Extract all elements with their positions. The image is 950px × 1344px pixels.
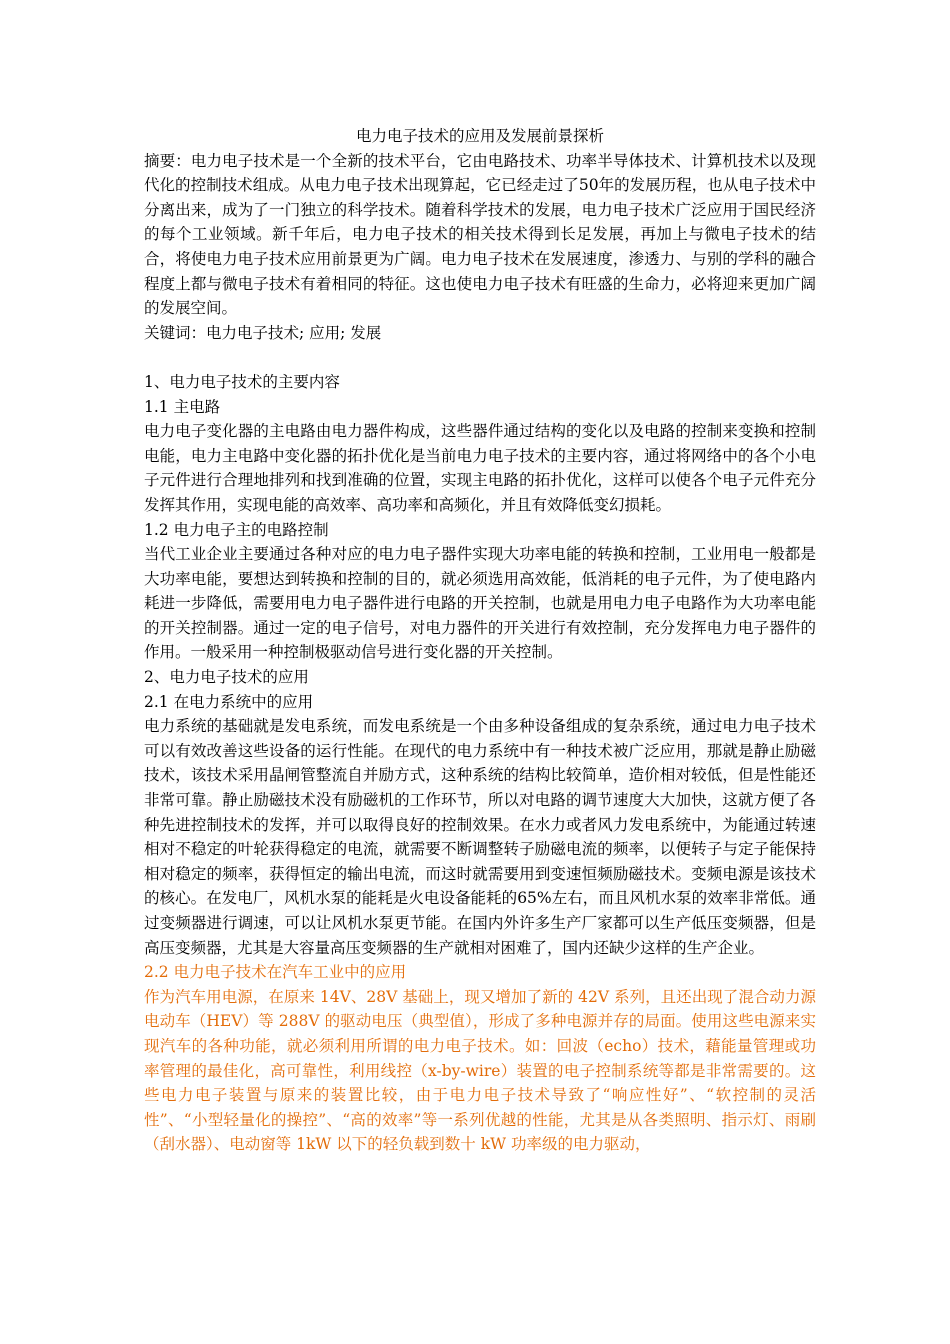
blank-line	[144, 345, 816, 370]
subsection-heading-2-1: 2.1 在电力系统中的应用	[144, 692, 314, 711]
section-heading-1: 1、电力电子技术的主要内容	[144, 372, 340, 391]
document-title: 电力电子技术的应用及发展前景探析	[355, 127, 604, 145]
document-page	[144, 124, 816, 1157]
paragraph-2-2: 作为汽车用电源，在原来 14V、28V 基础上，现又增加了新的 42V 系列，且还出现了混合动力源电动车（HEV）等 288V 的驱动电压（典型值），形成了多种电源并存的局面。使用这些电源来实现汽车的各种功能，就必须利用所谓的电力电子技术。如：回波（echo）技术，藉能量管理或功率管理的最佳化，高可靠性，利用线控（x-by-wire）装置的电子控制系统等都是非常需要的。这些电力电子装置与原来的装置比较，由于电力电子技术导致了“响应性好”、“软控制的灵活性”、“小型轻量化的操控”、“高的效率”等一系列优越的性能，尤其是从各类照明、指示灯、雨刷（刮水器）、电动窗等 1kW 以下的轻负载到数十 kW 功率级的电力驱动，	[144, 987, 816, 1154]
paragraph-1-1: 电力电子变化器的主电路由电力器件构成，这些器件通过结构的变化以及电路的控制来变换和控制电能，电力主电路中变化器的拓扑优化是当前电力电子技术的主要内容，通过将网络中的各个小电子元件进行合理地排列和找到准确的位置，实现主电路的拓扑优化，这样可以使各个电子元件充分发挥其作用，实现电能的高效率、高功率和高频化，并且有效降低变幻损耗。	[144, 422, 816, 514]
subsection-heading-2-2: 2.2 电力电子技术在汽车工业中的应用	[144, 963, 407, 982]
abstract-paragraph: 摘要：电力电子技术是一个全新的技术平台，它由电路技术、功率半导体技术、计算机技术以及现代化的控制技术组成。从电力电子技术出现算起，它已经走过了50年的发展历程，也从电子技术中分离出来，成为了一门独立的科学技术。随着科学技术的发展，电力电子技术广泛应用于国民经济的每个工业领域。新千年后，电力电子技术的相关技术得到长足发展，再加上与微电子技术的结合，将使电力电子技术应用前景更为广阔。电力电子技术在发展速度，渗透力、与别的学科的融合程度上都与微电子技术有着相同的特征。这也使电力电子技术有旺盛的生命力，必将迎来更加广阔的发展空间。	[144, 151, 816, 318]
subsection-heading-1-1: 1.1 主电路	[144, 397, 221, 416]
paragraph-2-1: 电力系统的基础就是发电系统，而发电系统是一个由多种设备组成的复杂系统，通过电力电子技术可以有效改善这些设备的运行性能。在现代的电力系统中有一种技术被广泛应用，那就是静止励磁技术，该技术采用晶闸管整流自并励方式，这种系统的结构比较简单，造价相对较低，但是性能还非常可靠。静止励磁技术没有励磁机的工作环节，所以对电路的调节速度大大加快，这就方便了各种先进控制技术的发挥，并可以取得良好的控制效果。在水力或者风力发电系统中，为能通过转速相对不稳定的叶轮获得稳定的电流，就需要不断调整转子励磁电流的频率，以便转子与定子能保持相对稳定的频率，获得恒定的输出电流，而这时就需要用到变速恒频励磁技术。变频电源是该技术的核心。在发电厂，风机水泵的能耗是火电设备能耗的65%左右，而且风机水泵的效率非常低。通过变频器进行调速，可以让风机水泵更节能。在国内外许多生产厂家都可以生产低压变频器，但是高压变频器，尤其是大容量高压变频器的生产就相对困难了，国内还缺少这样的生产企业。	[144, 717, 816, 957]
keywords-line: 关键词：电力电子技术; 应用; 发展	[144, 323, 382, 342]
section-heading-2: 2、电力电子技术的应用	[144, 668, 309, 687]
subsection-heading-1-2: 1.2 电力电子主的电路控制	[144, 520, 329, 539]
paragraph-1-2: 当代工业企业主要通过各种对应的电力电子器件实现大功率电能的转换和控制，工业用电一般都是大功率电能，要想达到转换和控制的目的，就必须选用高效能，低消耗的电子元件，为了使电路内耗进一步降低，需要用电力电子器件进行电路的开关控制，也就是用电力电子电路作为大功率电能的开关控制器。通过一定的电子信号，对电力器件的开关进行有效控制，充分发挥电力电子器件的作用。一般采用一种控制极驱动信号进行变化器的开关控制。	[144, 545, 816, 662]
